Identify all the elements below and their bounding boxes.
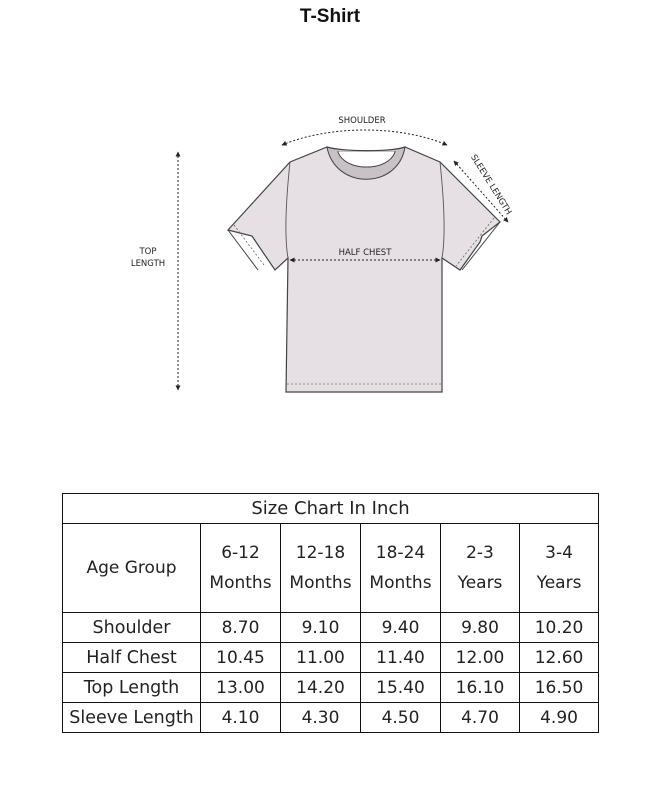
table-cell: 16.50 bbox=[520, 673, 599, 703]
size-chart-caption: Size Chart In Inch bbox=[63, 494, 599, 524]
column-header-line2: Years bbox=[457, 573, 503, 593]
table-cell: 15.40 bbox=[361, 673, 441, 703]
table-row bbox=[63, 643, 599, 673]
tshirt-body-shape bbox=[228, 147, 500, 392]
column-header-line1: 6-12 bbox=[221, 543, 260, 563]
column-header bbox=[361, 524, 441, 613]
column-header bbox=[281, 524, 361, 613]
column-header-line1: 3-4 bbox=[545, 543, 573, 563]
column-header-line2: Months bbox=[369, 573, 432, 593]
row-label: Half Chest bbox=[63, 643, 201, 673]
size-chart-table bbox=[62, 493, 599, 733]
shoulder-arrow bbox=[282, 130, 447, 145]
table-cell: 10.45 bbox=[201, 643, 281, 673]
age-group-header: Age Group bbox=[63, 524, 201, 613]
table-cell: 8.70 bbox=[201, 613, 281, 643]
table-cell: 4.10 bbox=[201, 703, 281, 733]
half-chest-label: HALF CHEST bbox=[338, 248, 392, 258]
table-cell: 16.10 bbox=[441, 673, 520, 703]
row-label: Top Length bbox=[63, 673, 201, 703]
table-row bbox=[63, 703, 599, 733]
column-header-line1: 2-3 bbox=[466, 543, 494, 563]
row-label: Shoulder bbox=[63, 613, 201, 643]
column-header bbox=[201, 524, 281, 613]
row-label: Sleeve Length bbox=[63, 703, 201, 733]
column-header-line2: Months bbox=[289, 573, 352, 593]
table-cell: 13.00 bbox=[201, 673, 281, 703]
shoulder-label: SHOULDER bbox=[338, 116, 386, 126]
top-length-label-line1: TOP bbox=[139, 247, 157, 257]
table-cell: 4.70 bbox=[441, 703, 520, 733]
column-header-line1: 12-18 bbox=[295, 543, 346, 563]
table-cell: 9.80 bbox=[441, 613, 520, 643]
column-header-line1: 18-24 bbox=[375, 543, 426, 563]
table-cell: 9.40 bbox=[361, 613, 441, 643]
column-header-line2: Years bbox=[536, 573, 582, 593]
table-cell: 9.10 bbox=[281, 613, 361, 643]
table-row bbox=[63, 613, 599, 643]
column-header-line2: Months bbox=[209, 573, 272, 593]
table-cell: 11.40 bbox=[361, 643, 441, 673]
table-cell: 4.90 bbox=[520, 703, 599, 733]
top-length-label-line2: LENGTH bbox=[130, 259, 166, 269]
sleeve-length-label: SLEEVE LENGTH bbox=[468, 152, 514, 217]
table-row bbox=[63, 673, 599, 703]
table-cell: 14.20 bbox=[281, 673, 361, 703]
table-cell: 4.30 bbox=[281, 703, 361, 733]
column-header bbox=[441, 524, 520, 613]
table-cell: 12.60 bbox=[520, 643, 599, 673]
table-cell: 4.50 bbox=[361, 703, 441, 733]
table-cell: 11.00 bbox=[281, 643, 361, 673]
table-cell: 12.00 bbox=[441, 643, 520, 673]
table-cell: 10.20 bbox=[520, 613, 599, 643]
page-title: T-Shirt bbox=[299, 6, 361, 27]
column-header bbox=[520, 524, 599, 613]
